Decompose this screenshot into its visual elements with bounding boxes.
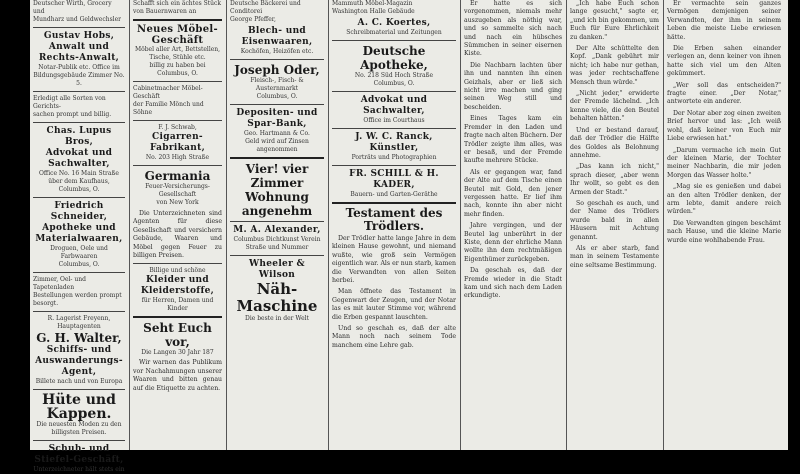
- ad-title: Wheeler & Wilson: [249, 259, 305, 280]
- ad-title: G. H. Walter,: [36, 331, 122, 345]
- text-column-6: „Ich habe Euch schon lange gesucht," sagte er, „und ich bin gekommen, um Euch für Eure Ehrlichkeit zu danken." Der Alte schüttelte den Kopf. „Dank gebührt mir nicht; ich habe nur gethan, was jeder rechtschaffene Mensch thun würde." „Nicht jeder," erwiderte der Fremde lächelnd. „Ich kenne viele, die den Beutel behalten hätten." Und er bestand darauf, daß der Trödler die Hälfte des Goldes als Belohnung annehme. „Das kann ich nicht," sprach dieser, „aber wenn Ihr wollt, so gebt es den Armen der Stadt." So geschah es auch, und der Name des Trödlers wurde bald in allen Häusern mit Achtung genannt. Als er aber starb, fand man in seinem Testamente eine seltsame Bestimmung.: [570, 0, 659, 269]
- ad-oder: Joseph Oder, Fleisch-, Fisch- & Austernmarkt Columbus, O.: [230, 63, 324, 101]
- ad-title: A. C. Koertes,: [357, 18, 431, 28]
- newspaper-page: [30, 0, 788, 473]
- ad-title: Chas. Lupus Bros,: [46, 126, 112, 147]
- ad-title: M. A. Alexander,: [233, 225, 321, 235]
- ad-lupus: Chas. Lupus Bros, Advokat und Sachwalter, Office No. 16 Main Straße über dem Kaufhaus, Columbus, O.: [33, 126, 125, 194]
- ad-rooms: [230, 162, 324, 218]
- ad-title: Blech- und Eisenwaaren,: [241, 26, 313, 47]
- ad-title: Depositen- und Spar-Bank,: [236, 108, 318, 129]
- text-column-7: Er vermachte sein ganzes Vermögen demjenigen seiner Verwandten, der ihm in seinem Leben die meiste Liebe erwiesen hätte. Die Erben sahen einander verlegen an, denn keiner von ihnen hatte sich viel um den Alten gekümmert. „Wer soll das entscheiden?" fragte einer. „Der Notar," antwortete ein anderer. Der Notar aber zog einen zweiten Brief hervor und las: „Ich weiß wohl, daß keiner von Euch mir Liebe erwiesen hat." „Darum vermache ich mein Gut der kleinen Marie, der Tochter meiner Nachbarin, die mir jeden Morgen das Wasser holte." „Mag sie es genießen und dabei an den alten Trödler denken, der arm lebte, damit andere reich würden." Die Verwandten gingen beschämt nach Hause, und die kleine Marie wurde eine wohlhabende Frau.: [667, 0, 781, 244]
- ad-title: Vier! vier Zimmer: [245, 162, 309, 190]
- ad-title: Hüte und Kappen.: [42, 392, 116, 422]
- story-title: Testament des Trödlers.: [345, 206, 443, 233]
- ad-title: Neues Möbel-Geschäft: [137, 24, 218, 46]
- ad-walter: R. Lagerist Freyenn, Hauptagenten G. H. Walter, Schiffs- und Auswanderungs-Agent, Billete nach und von Europa: [33, 315, 125, 386]
- ad-title: Kleider und Kleiderstoffe,: [140, 275, 215, 297]
- ad-column-1: Deutscher Wirth, Grocery und Mundharz und Geldwechsler Gustav Hobs, Anwalt und Rechts-Anwalt, Notar-Publik etc. Office im Bildungsgebäude Zimmer No. 5. Erledigt alle Sorten von Gerichts- sachen prompt und billig. Chas. Lupus Bros, Advokat und Sachwalter, Office No. 16 Main Straße über dem Kaufhaus, Columbus, O. Friedrich Schneider, Apotheke und Materialwaaren, Droguen, Oele und Farbwaaren Columbus, O. Zimmer, Oel- und Tapetenladen Bestellungen werden prompt besorgt. R. Lagerist Freyenn, Hauptagenten G. H. Walter, Schiffs- und Auswanderungs-Agent, Billete nach und von Europa Hüte und Kappen. Die neuesten Moden zu den billigsten Preisen. Schuh- und Stiefel-Geschäft, Unterzeichneter hält stets ein: [33, 0, 125, 473]
- ad-tinware: Blech- und Eisenwaaren, Kochöfen, Heizöfen etc.: [230, 26, 324, 56]
- ad-hobs: Gustav Hobs, Anwalt und Rechts-Anwalt, Notar-Publik etc. Office im Bildungsgebäude Zimmer No. 5.: [33, 31, 125, 87]
- ad-koertes: A. C. Koertes, Schreibmaterial und Zeitungen: [332, 18, 456, 37]
- ad-caution: Seht Euch vor, Die Langen 30 Jahr 187: [133, 321, 222, 357]
- ad-bank: Depositen- und Spar-Bank, Geo. Hartmann & Co. Geld wird auf Zinsen angenommen: [230, 108, 324, 154]
- ad-ranck: J. W. C. Ranck, Künstler, Porträts und Photographien: [332, 132, 456, 162]
- ad-title: Advokat und Sachwalter,: [360, 95, 428, 116]
- ad-furniture: Neues Möbel-Geschäft Möbel aller Art, Bettstellen, Tische, Stühle etc. billig zu haben bei Columbus, O.: [134, 24, 221, 77]
- ad-title: Schuh- und Stiefel-Geschäft,: [34, 444, 124, 465]
- ad-title: Deutsche Apotheke,: [360, 44, 428, 72]
- ad-title: Seht Euch vor,: [143, 321, 212, 350]
- ad-subtitle: Wohnung angenehm: [241, 190, 313, 218]
- ad-subtitle: Näh-Maschine: [236, 280, 318, 315]
- ad-pharmacy: Deutsche Apotheke, No. 218 Süd Hoch Straße Columbus, O.: [332, 44, 456, 88]
- ad-alexander: M. A. Alexander, Columbus Dichtkunst Verein Straße und Nummer: [230, 225, 324, 252]
- text-column-5: Er hatte es sich vorgenommen, niemals mehr auszugeben als nöthig war, und so sammelte sich nach und nach ein hübsches Sümmchen in seiner eisernen Kiste. Die Nachbarn lachten über ihn und nannten ihn einen Geizhals, aber er ließ sich nicht irre machen und ging seinen Weg still und bescheiden. Eines Tages kam ein Fremder in den Laden und fragte nach alten Büchern. Der Trödler zeigte ihm alles, was er besaß, und der Fremde kaufte mehrere Stücke. Als er gegangen war, fand der Alte auf dem Tische einen Beutel mit Gold, den jener vergessen hatte. Er lief ihm nach, konnte ihn aber nicht mehr finden. Jahre vergingen, und der Beutel lag unberührt in der Kiste, denn der ehrliche Mann wollte ihn dem rechtmäßigen Eigenthümer zurückgeben. Da geschah es, daß der Fremde wieder in die Stadt kam und sich nach dem Laden erkundigte.: [464, 0, 562, 300]
- ad-schneider: Friedrich Schneider, Apotheke und Materialwaaren, Droguen, Oele und Farbwaaren Columbus, O.: [33, 201, 125, 269]
- ad-column-3: Deutsche Bäckerei und Conditorei George Pfeffer, Blech- und Eisenwaaren, Kochöfen, Heizöfen etc. Joseph Oder, Fleisch-, Fisch- & Austernmarkt Columbus, O. Depositen- und Spar-Bank, Geo. Hartmann & Co. Geld wird auf Zinsen angenommen Vier! vier Zimmer Wohnung angenehm M. A. Alexander, Columbus Dichtkunst Verein Straße und Nummer Wheeler & Wilson Näh-Maschine Die beste in der Welt: [227, 0, 327, 450]
- ad-title: J. W. C. Ranck, Künstler,: [355, 132, 433, 153]
- ad-germania: Germania Feuer-Versicherungs-Gesellschaft von New York: [133, 169, 222, 207]
- ad-hats: Hüte und Kappen. Die neuesten Moden zu den billigsten Preisen.: [33, 393, 125, 437]
- ad-shoes: Schuh- und Stiefel-Geschäft, Unterzeichneter hält stets ein: [33, 444, 125, 473]
- ad-subtitle: Advokat und Sachwalter,: [45, 148, 113, 169]
- ad-title: Cigarren-Fabrikant,: [149, 132, 206, 153]
- ad-subtitle: Apotheke und Materialwaaren,: [35, 223, 123, 244]
- ad-cigars: F. J. Schwab, Cigarren-Fabrikant, No. 203 High Straße: [133, 124, 222, 162]
- ad-title: Gustav Hobs,: [43, 31, 115, 41]
- ad-clothing: Billige und schöne Kleider und Kleiderstoffe, für Herren, Damen und Kinder: [133, 267, 222, 313]
- ad-subtitle: Anwalt und Rechts-Anwalt,: [38, 42, 120, 63]
- ad-column-4: Mammuth Möbel-Magazin Washington Halle Gebäude A. C. Koertes, Schreibmaterial und Zeitungen Deutsche Apotheke, No. 218 Süd Hoch Straße Columbus, O. Advokat und Sachwalter, Office im Courthaus J. W. C. Ranck, Künstler, Porträts und Photographien FR. SCHILL & H. KADER, Bauern- und Garten-Geräthe Testament des Trödlers. Der Trödler hatte lange Jahre in dem kleinen Hause gewohnt, und niemand wußte, wie groß sein Vermögen eigentlich war. Als er nun starb, kamen die Verwandten von allen Seiten herbei. Man öffnete das Testament in Gegenwart der Zeugen, und der Notar las es mit lauter Stimme vor, während die Erben gespannt lauschten. Und so geschah es, daß der alte Mann noch nach seinem Tode manchem eine Lehre gab.: [332, 0, 456, 349]
- ad-title: Germania: [144, 169, 211, 183]
- ad-title: Friedrich Schneider,: [50, 201, 108, 222]
- ad-column-2: Schafft sich ein ächtes Stück von Bauernwaren an Neues Möbel-Geschäft Möbel aller Art, Bettstellen, Tische, Stühle etc. billig zu haben bei Columbus, O. Cabinetmacher Möbel-Geschäft der Familie Mönch und Söhne F. J. Schwab, Cigarren-Fabrikant, No. 203 High Straße Germania Feuer-Versicherungs-Gesellschaft von New York Die Unterzeichneten sind Agenten für diese Gesellschaft und versichern Gebäude, Waaren und Möbel gegen Feuer zu billigen Preisen. Billige und schöne Kleider und Kleiderstoffe, für Herren, Damen und Kinder Seht Euch vor, Die Langen 30 Jahr 187 Wir warnen das Publikum vor Nachahmungen unserer Waaren und bitten genau auf die Etiquette zu achten.: [133, 0, 222, 392]
- ad-title: Joseph Oder,: [234, 63, 320, 77]
- ad-lawyer: Advokat und Sachwalter, Office im Courthaus: [332, 95, 456, 125]
- ad-subtitle: Schiffs- und Auswanderungs-Agent,: [35, 345, 123, 377]
- ad-schill-kader: FR. SCHILL & H. KADER, Bauern- und Garten-Geräthe: [332, 169, 456, 199]
- ad-title: FR. SCHILL & H. KADER,: [349, 169, 439, 190]
- ad-sewing-machine: Wheeler & Wilson Näh-Maschine Die beste in der Welt: [230, 259, 324, 323]
